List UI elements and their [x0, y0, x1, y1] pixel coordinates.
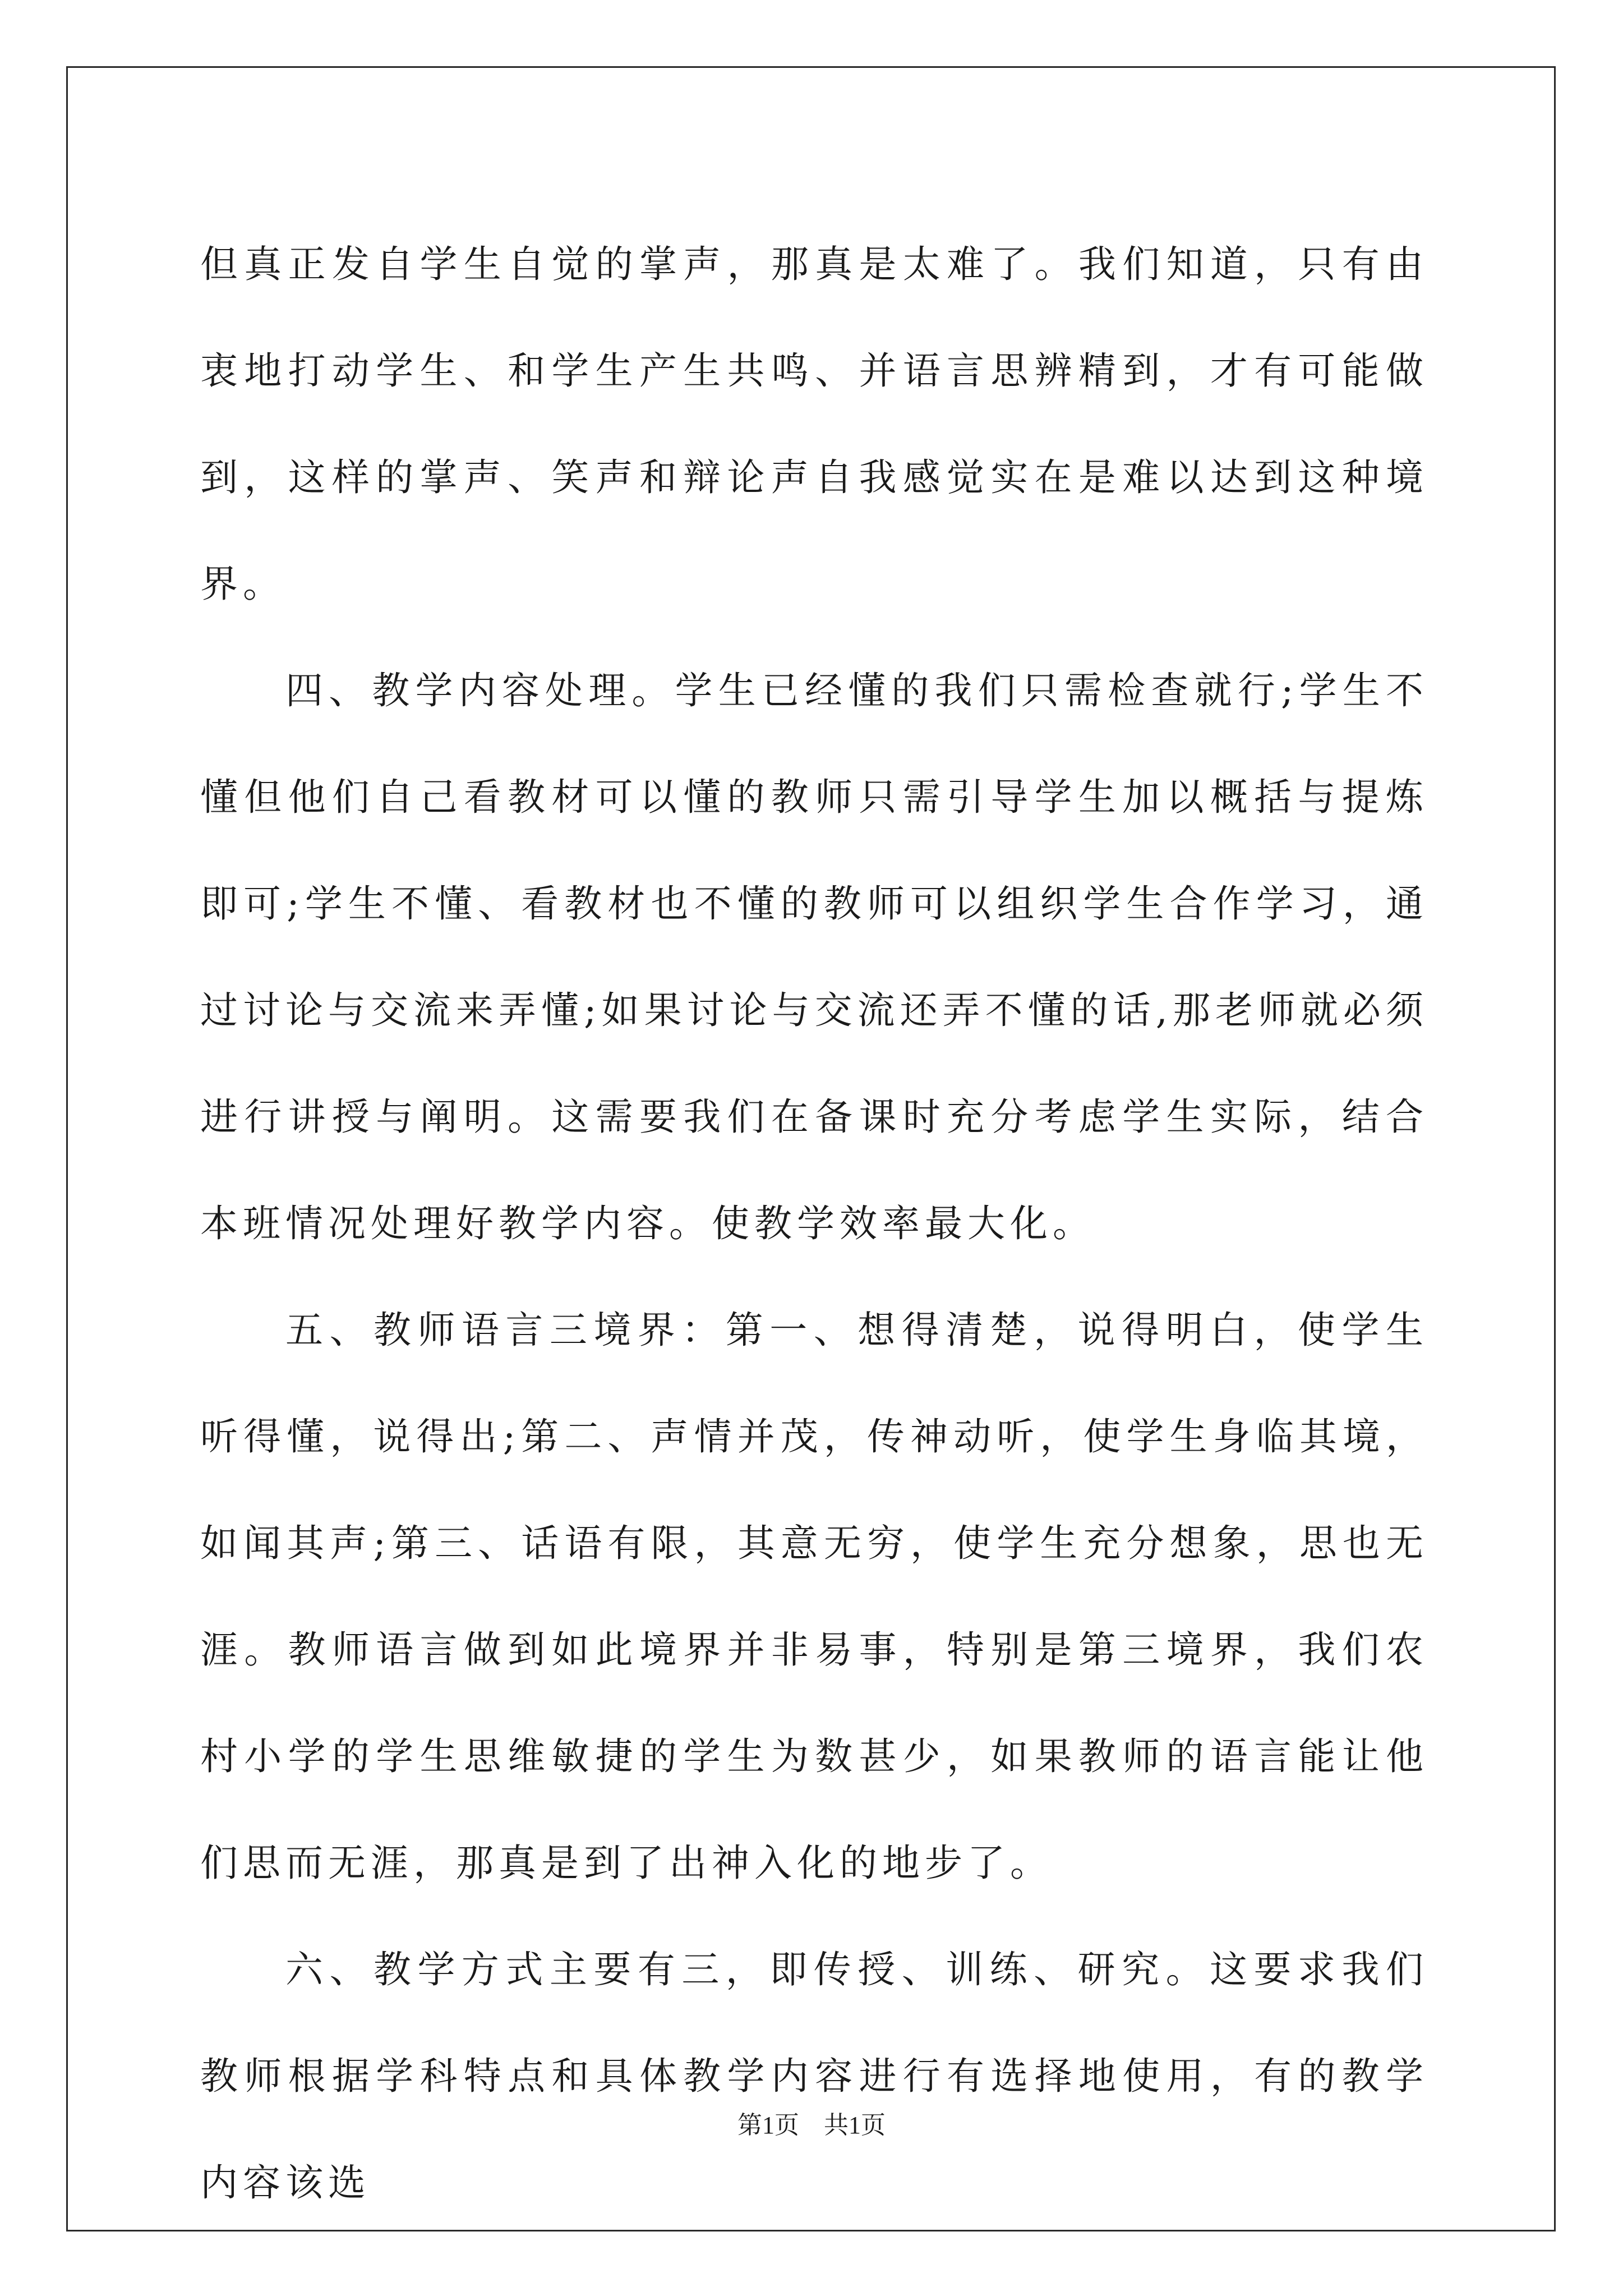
paragraph-continuation: 但真正发自学生自觉的掌声，那真是太难了。我们知道，只有由衷地打动学生、和学生产生共鸣、并语言思辨精到，才有可能做到，这样的掌声、笑声和辩论声自我感觉实在是难以达到这种境界。	[200, 242, 1428, 606]
page-number-footer: 第1页 共1页	[737, 2111, 886, 2139]
paragraph-teacher-language: 五、教师语言三境界：第一、想得清楚，说得明白，使学生听得懂，说得出;第二、声情并茂，传神动听，使学生身临其境，如闻其声;第三、话语有限，其意无穷，使学生充分想象，思也无涯。教师语言做到如此境界并非易事，特别是第三境界，我们农村小学的学生思维敏捷的学生为数甚少，如果教师的语言能让他们思而无涯，那真是到了出神入化的地步了。	[200, 1308, 1428, 1885]
paragraph-teaching-content: 四、教学内容处理。学生已经懂的我们只需检查就行;学生不懂但他们自己看教材可以懂的教师只需引导学生加以概括与提炼即可;学生不懂、看教材也不懂的教师可以组织学生合作学习，通过讨论与交流来弄懂;如果讨论与交流还弄不懂的话,那老师就必须进行讲授与阐明。这需要我们在备课时充分考虑学生实际，结合本班情况处理好教学内容。使教学效率最大化。	[200, 669, 1428, 1245]
paragraph-teaching-methods: 六、教学方式主要有三，即传授、训练、研究。这要求我们教师根据学科特点和具体教学内容进行有选择地使用，有的教学内容该选	[200, 1948, 1428, 2205]
document-body	[200, 211, 1428, 2236]
